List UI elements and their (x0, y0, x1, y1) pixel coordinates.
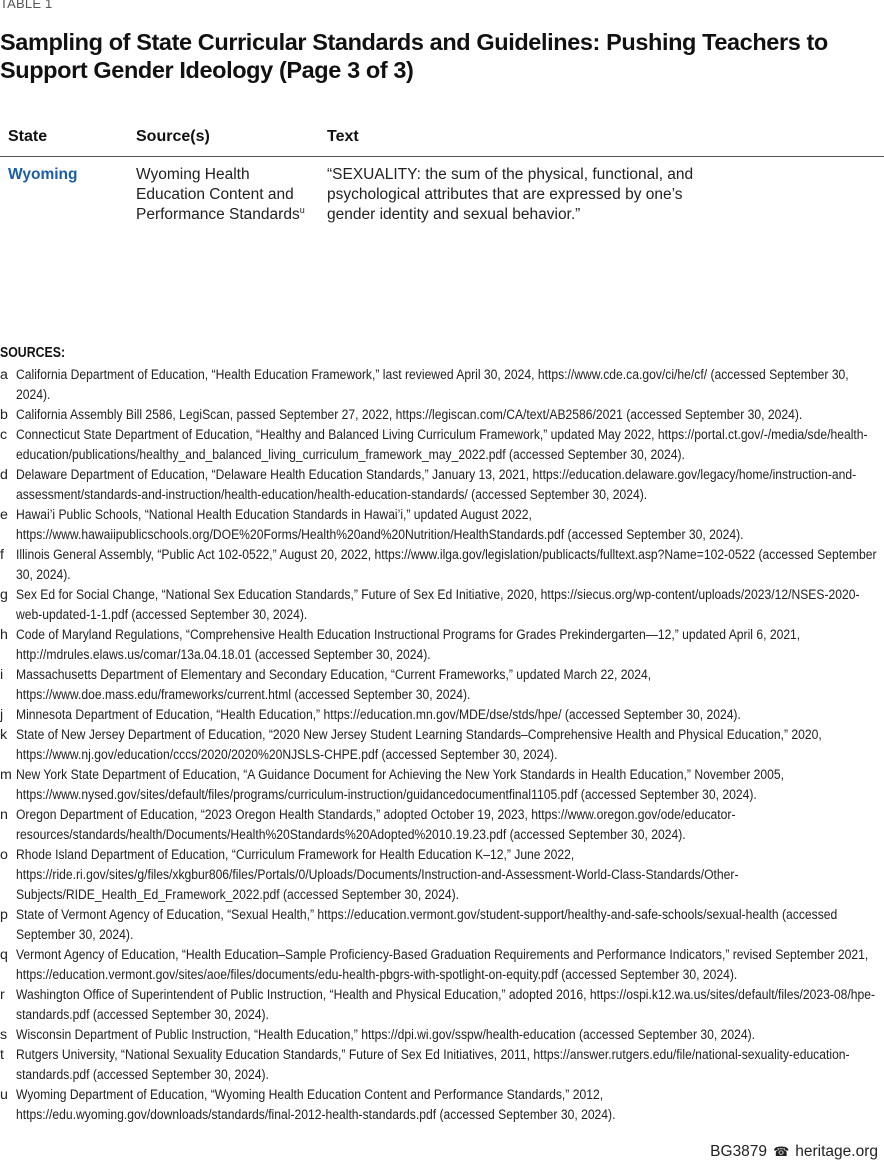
source-text: Rhode Island Department of Education, “Curriculum Framework for Health Education K–12,” June 2022, https://ride.ri.gov/sites/g/files/xkgbur806/files/Portals/0/Uploads/Documents/Instruction-and-Assessment-World-Class-Standards/Other-Subjects/RIDE_Health_Ed_Framework_2022.pdf (accessed September 30, 2024). (16, 847, 739, 903)
table-row (0, 165, 884, 255)
source-letter: s (0, 1027, 8, 1043)
source-item (0, 905, 884, 945)
sources-section (0, 345, 884, 1125)
source-text: Delaware Department of Education, “Delaware Health Education Standards,” January 13, 2021, https://education.delaware.gov/legacy/home/instruction-and-assessment/standards-and-instruction/health-education/health-education-standards/ (accessed September 30, 2024). (16, 467, 857, 503)
report-id: BG3879 (710, 1143, 768, 1160)
source-item (0, 1085, 884, 1125)
source-item (0, 665, 884, 705)
sources-list (0, 365, 884, 1125)
source-item (0, 985, 884, 1025)
source-item (0, 945, 884, 985)
site-name: heritage.org (795, 1143, 878, 1160)
source-cell (136, 165, 316, 225)
source-letter: p (0, 907, 8, 923)
source-text: State of New Jersey Department of Education, “2020 New Jersey Student Learning Standards–Comprehensive Health and Physical Education,” 2020, https://www.nj.gov/education/cccs/2020/2020%20NJSLS-CHPE.pdf (accessed September 30, 2024). (16, 727, 822, 763)
source-item (0, 765, 884, 805)
source-item (0, 465, 884, 505)
source-item (0, 725, 884, 765)
source-text: California Assembly Bill 2586, LegiScan, passed September 27, 2022, https://legiscan.com/CA/text/AB2586/2021 (accessed September 30, 2024). (16, 407, 803, 423)
source-letter: m (0, 767, 12, 783)
source-text: Vermont Agency of Education, “Health Education–Sample Proficiency-Based Graduation Requirements and Performance Indicators,” revised September 2021, https://education.vermont.gov/sites/aoe/files/documents/edu-health-pbgrs-with-spotlight-on-equity.pdf (accessed September 30, 2024). (16, 947, 869, 983)
source-item (0, 585, 884, 625)
source-letter: h (0, 627, 8, 643)
source-text: Illinois General Assembly, “Public Act 102-0522,” August 20, 2022, https://www.ilga.gov/legislation/publicacts/fulltext.asp?Name=102-0522 (accessed September 30, 2024). (16, 547, 877, 583)
source-item (0, 805, 884, 845)
table-header (0, 128, 884, 157)
header-source: Source(s) (136, 128, 210, 145)
source-item (0, 365, 884, 405)
source-letter: b (0, 407, 8, 423)
source-letter: i (0, 667, 4, 683)
source-letter: j (0, 707, 4, 723)
source-text: Connecticut State Department of Education, “Healthy and Balanced Living Curriculum Framework,” updated May 2022, https://portal.ct.gov/-/media/sde/health-education/publications/healthy_and_balanced_living_curriculum_framework_may_2022.pdf (accessed September 30, 2024). (16, 427, 868, 463)
source-letter: g (0, 587, 8, 603)
source-item (0, 405, 884, 425)
source-letter: e (0, 507, 8, 523)
state-name: Wyoming (8, 166, 78, 183)
source-text: Code of Maryland Regulations, “Comprehensive Health Education Instructional Programs for Grades Prekindergarten—12,” updated April 6, 2021, http://mdrules.elaws.us/comar/13a.04.18.01 (accessed September 30, 2024). (16, 627, 801, 663)
source-text: Wyoming Department of Education, “Wyoming Health Education Content and Performance Standards,” 2012, https://edu.wyoming.gov/downloads/standards/final-2012-health-standards.pdf (accessed September 30, 2024). (16, 1087, 616, 1123)
source-letter: t (0, 1047, 4, 1063)
source-item (0, 705, 884, 725)
sources-heading: SOURCES: (0, 345, 66, 361)
page-title: Sampling of State Curricular Standards and Guidelines: Pushing Teachers to Support Gender Ideology (Page 3 of 3) (0, 29, 828, 83)
source-text: Massachusetts Department of Elementary and Secondary Education, “Current Frameworks,” updated March 22, 2024, https://www.doe.mass.edu/frameworks/current.html (accessed September 30, 2024). (16, 667, 652, 703)
source-letter: a (0, 367, 8, 383)
source-letter: d (0, 467, 8, 483)
source-item (0, 505, 884, 545)
source-text: Wyoming Health Education Content and Performance Standards (136, 166, 300, 223)
source-item (0, 1025, 884, 1045)
source-letter: f (0, 547, 4, 563)
source-letter: k (0, 727, 8, 743)
source-item (0, 625, 884, 665)
source-item (0, 425, 884, 465)
source-text: Washington Office of Superintendent of Public Instruction, “Health and Physical Education,” adopted 2016, https://ospi.k12.wa.us/sites/default/files/2023-08/hpe-standards.pdf (accessed September 30, 2024). (16, 987, 876, 1023)
table-label: TABLE 1 (0, 0, 53, 11)
source-letter: r (0, 987, 5, 1003)
source-item (0, 545, 884, 585)
quote-text: “SEXUALITY: the sum of the physical, functional, and psychological attributes that are expressed by one’s gender identity and sexual behavior.” (327, 166, 694, 223)
source-letter: n (0, 807, 8, 823)
source-note: u (299, 204, 305, 215)
source-text: Hawai’i Public Schools, “National Health Education Standards in Hawai’i,” updated August 2022, https://www.hawaiipublicschools.org/DOE%20Forms/Health%20and%20Nutrition/HealthStandards.pdf (accessed September 30, 2024). (16, 507, 744, 543)
source-letter: c (0, 427, 8, 443)
source-text: Rutgers University, “National Sexuality Education Standards,” Future of Sex Ed Initiatives, 2011, https://answer.rutgers.edu/file/national-sexuality-education-standards.pdf (accessed September 30, 2024). (16, 1047, 850, 1083)
source-letter: q (0, 947, 8, 963)
source-letter: u (0, 1087, 8, 1103)
source-text: Oregon Department of Education, “2023 Oregon Health Standards,” adopted October 19, 2023, https://www.oregon.gov/ode/educator-resources/standards/health/Documents/Health%20Standards%20Adopted%2010.19.23.pdf (accessed September 30, 2024). (16, 807, 736, 843)
source-text: Minnesota Department of Education, “Health Education,” https://education.mn.gov/MDE/dse/stds/hpe/ (accessed September 30, 2024). (16, 707, 741, 723)
source-text: Sex Ed for Social Change, “National Sex Education Standards,” Future of Sex Ed Initiative, 2020, https://siecus.org/wp-content/uploads/2023/12/NSES-2020-web-updated-1-1.pdf (accessed September 30, 2024). (16, 587, 860, 623)
source-item (0, 1045, 884, 1085)
source-text: California Department of Education, “Health Education Framework,” last reviewed April 30, 2024, https://www.cde.ca.gov/ci/he/cf/ (accessed September 30, 2024). (16, 367, 849, 403)
source-text: State of Vermont Agency of Education, “Sexual Health,” https://education.vermont.gov/student-support/healthy-and-safe-schools/sexual-health (accessed September 30, 2024). (16, 907, 838, 943)
header-state: State (8, 128, 48, 145)
header-text: Text (327, 128, 359, 145)
source-text: Wisconsin Department of Public Instruction, “Health Education,” https://dpi.wi.gov/sspw/health-education (accessed September 30, 2024). (16, 1027, 755, 1043)
source-text: New York State Department of Education, “A Guidance Document for Achieving the New York Standards in Health Education,” November 2005, https://www.nysed.gov/sites/default/files/programs/curriculum-instruction/guidancedocumentfinal1105.pdf (accessed September 30, 2024). (16, 767, 785, 803)
source-item (0, 845, 884, 905)
liberty-bell-icon: ☎ (773, 1144, 790, 1159)
source-letter: o (0, 847, 8, 863)
footer (710, 1143, 878, 1161)
